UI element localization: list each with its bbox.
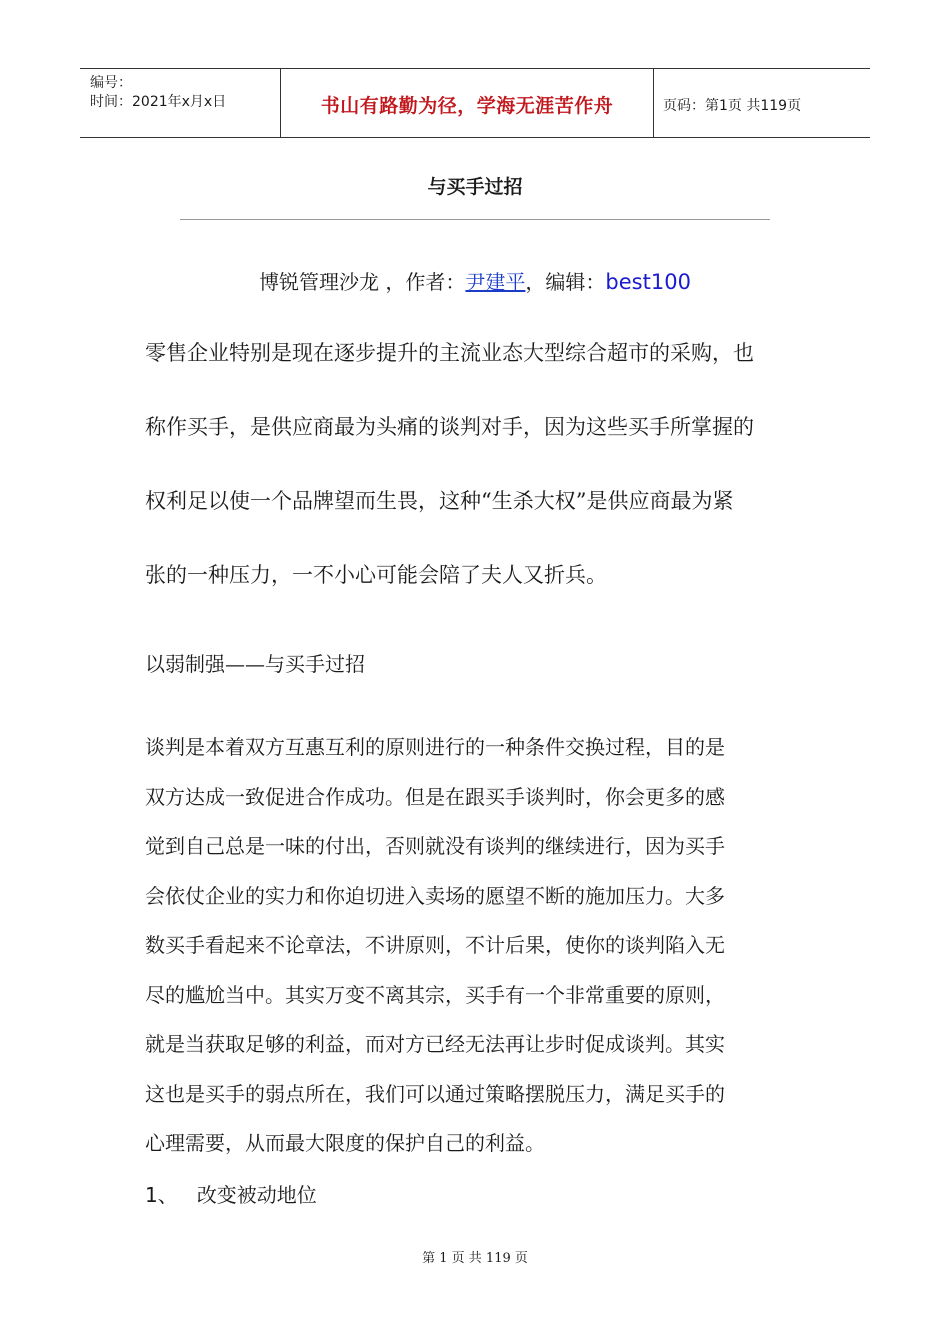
body-line: 尽的尴尬当中。其实万变不离其宗，买手有一个非常重要的原则， [145,983,725,1007]
body-line: 双方达成一致促进合作成功。但是在跟买手谈判时，你会更多的感 [145,785,725,809]
editor-name: best100 [605,270,691,294]
author-link[interactable]: 尹建平 [465,270,526,294]
item-text: 改变被动地位 [196,1183,317,1207]
title-divider [180,219,770,220]
item-number: 1、 [145,1183,178,1207]
section-heading: 以弱制强——与买手过招 [145,652,365,676]
intro-line: 零售企业特别是现在逐步提升的主流业态大型综合超市的采购，也 [145,341,754,365]
header-page-info: 页码：第1页 共119页 [663,98,802,114]
header-right-cell [654,69,870,137]
body-line: 会依仗企业的实力和你迫切进入卖场的愿望不断的施加压力。大多 [145,884,725,908]
byline-prefix: 博锐管理沙龙 ，作者： [259,270,466,294]
body-line: 数买手看起来不论章法，不讲原则，不计后果，使你的谈判陷入无 [145,933,725,957]
header-motto-cell [281,69,654,137]
body-line: 就是当获取足够的利益，而对方已经无法再让步时促成谈判。其实 [145,1032,725,1056]
numbered-item [145,1179,317,1208]
intro-line: 张的一种压力，一不小心可能会陪了夫人又折兵。 [145,563,607,587]
body-line: 谈判是本着双方互惠互利的原则进行的一种条件交换过程，目的是 [145,735,725,759]
document-title: 与买手过招 [427,176,523,198]
intro-line: 称作买手，是供应商最为头痛的谈判对手，因为这些买手所掌握的 [145,415,754,439]
header-motto: 书山有路勤为径，学海无涯苦作舟 [320,95,614,117]
date-line: 时间：2021年x月x日 [90,94,227,110]
page-header [80,68,870,138]
body-line: 这也是买手的弱点所在，我们可以通过策略摆脱压力，满足买手的 [145,1082,725,1106]
page-footer: 第 1 页 共 119 页 [422,1251,528,1266]
body-line: 觉到自己总是一味的付出，否则就没有谈判的继续进行，因为买手 [145,834,725,858]
intro-line: 权利足以使一个品牌望而生畏，这种“生杀大权”是供应商最为紧 [145,489,734,513]
number-label: 编号： [90,75,132,91]
byline [0,266,950,295]
byline-mid: ，编辑： [525,270,606,294]
header-left-cell [80,69,281,137]
body-line: 心理需要，从而最大限度的保护自己的利益。 [145,1131,545,1155]
